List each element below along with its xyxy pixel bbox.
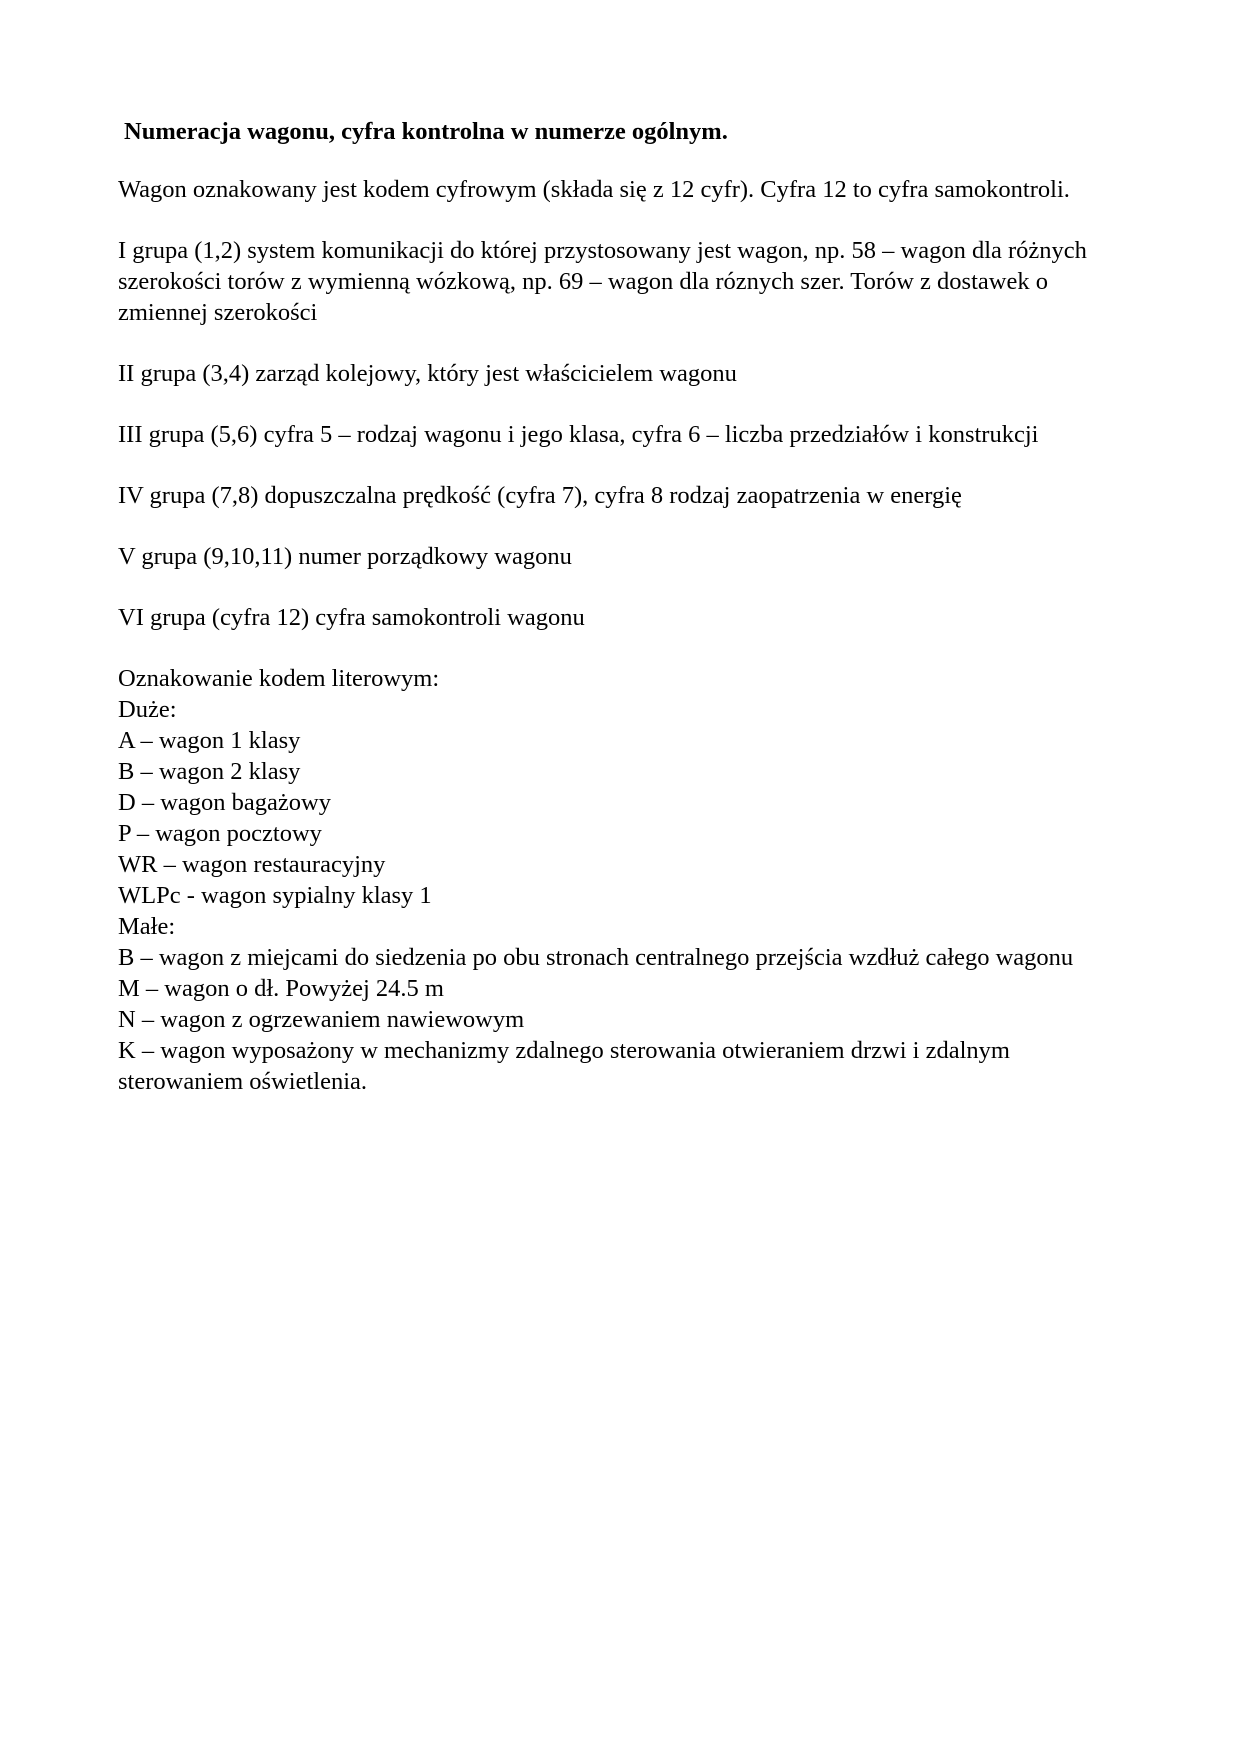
- paragraph-group-5: V grupa (9,10,11) numer porządkowy wagonu: [118, 543, 572, 570]
- document-content: [118, 116, 1128, 1097]
- list-item: B – wagon z miejcami do siedzenia po obu stronach centralnego przejścia wzdłuż całego wagonu: [118, 944, 1074, 971]
- big-letters-heading: Duże:: [118, 696, 177, 723]
- list-item: WR – wagon restauracyjny: [118, 851, 386, 878]
- letter-code-heading: Oznakowanie kodem literowym:: [118, 665, 440, 692]
- document-title: Numeracja wagonu, cyfra kontrolna w numerze ogólnym.: [124, 118, 728, 145]
- list-item: B – wagon 2 klasy: [118, 758, 301, 785]
- list-item: N – wagon z ogrzewaniem nawiewowym: [118, 1006, 525, 1033]
- list-item: P – wagon pocztowy: [118, 820, 322, 847]
- paragraph-group-1: I grupa (1,2) system komunikacji do której przystosowany jest wagon, np. 58 – wagon dla różnych szerokości torów z wymienną wózkową, np. 69 – wagon dla róznych szer. Torów z dostawek o zmiennej szerokości: [118, 237, 1087, 326]
- paragraph-group-3: III grupa (5,6) cyfra 5 – rodzaj wagonu i jego klasa, cyfra 6 – liczba przedziałów i konstrukcji: [118, 421, 1039, 448]
- paragraph-group-6: VI grupa (cyfra 12) cyfra samokontroli wagonu: [118, 604, 585, 631]
- paragraph-group-4: IV grupa (7,8) dopuszczalna prędkość (cyfra 7), cyfra 8 rodzaj zaopatrzenia w energię: [118, 482, 962, 509]
- paragraph-group-2: II grupa (3,4) zarząd kolejowy, który jest właścicielem wagonu: [118, 360, 737, 387]
- list-item: D – wagon bagażowy: [118, 789, 331, 816]
- letter-code-section: [118, 663, 1128, 1097]
- list-item: A – wagon 1 klasy: [118, 727, 301, 754]
- small-letters-heading: Małe:: [118, 913, 176, 940]
- paragraph-intro: Wagon oznakowany jest kodem cyfrowym (składa się z 12 cyfr). Cyfra 12 to cyfra samokontroli.: [118, 176, 1070, 203]
- list-item: WLPc - wagon sypialny klasy 1: [118, 882, 432, 909]
- list-item: M – wagon o dł. Powyżej 24.5 m: [118, 975, 444, 1002]
- list-item: K – wagon wyposażony w mechanizmy zdalnego sterowania otwieraniem drzwi i zdalnym sterowaniem oświetlenia.: [118, 1037, 1010, 1095]
